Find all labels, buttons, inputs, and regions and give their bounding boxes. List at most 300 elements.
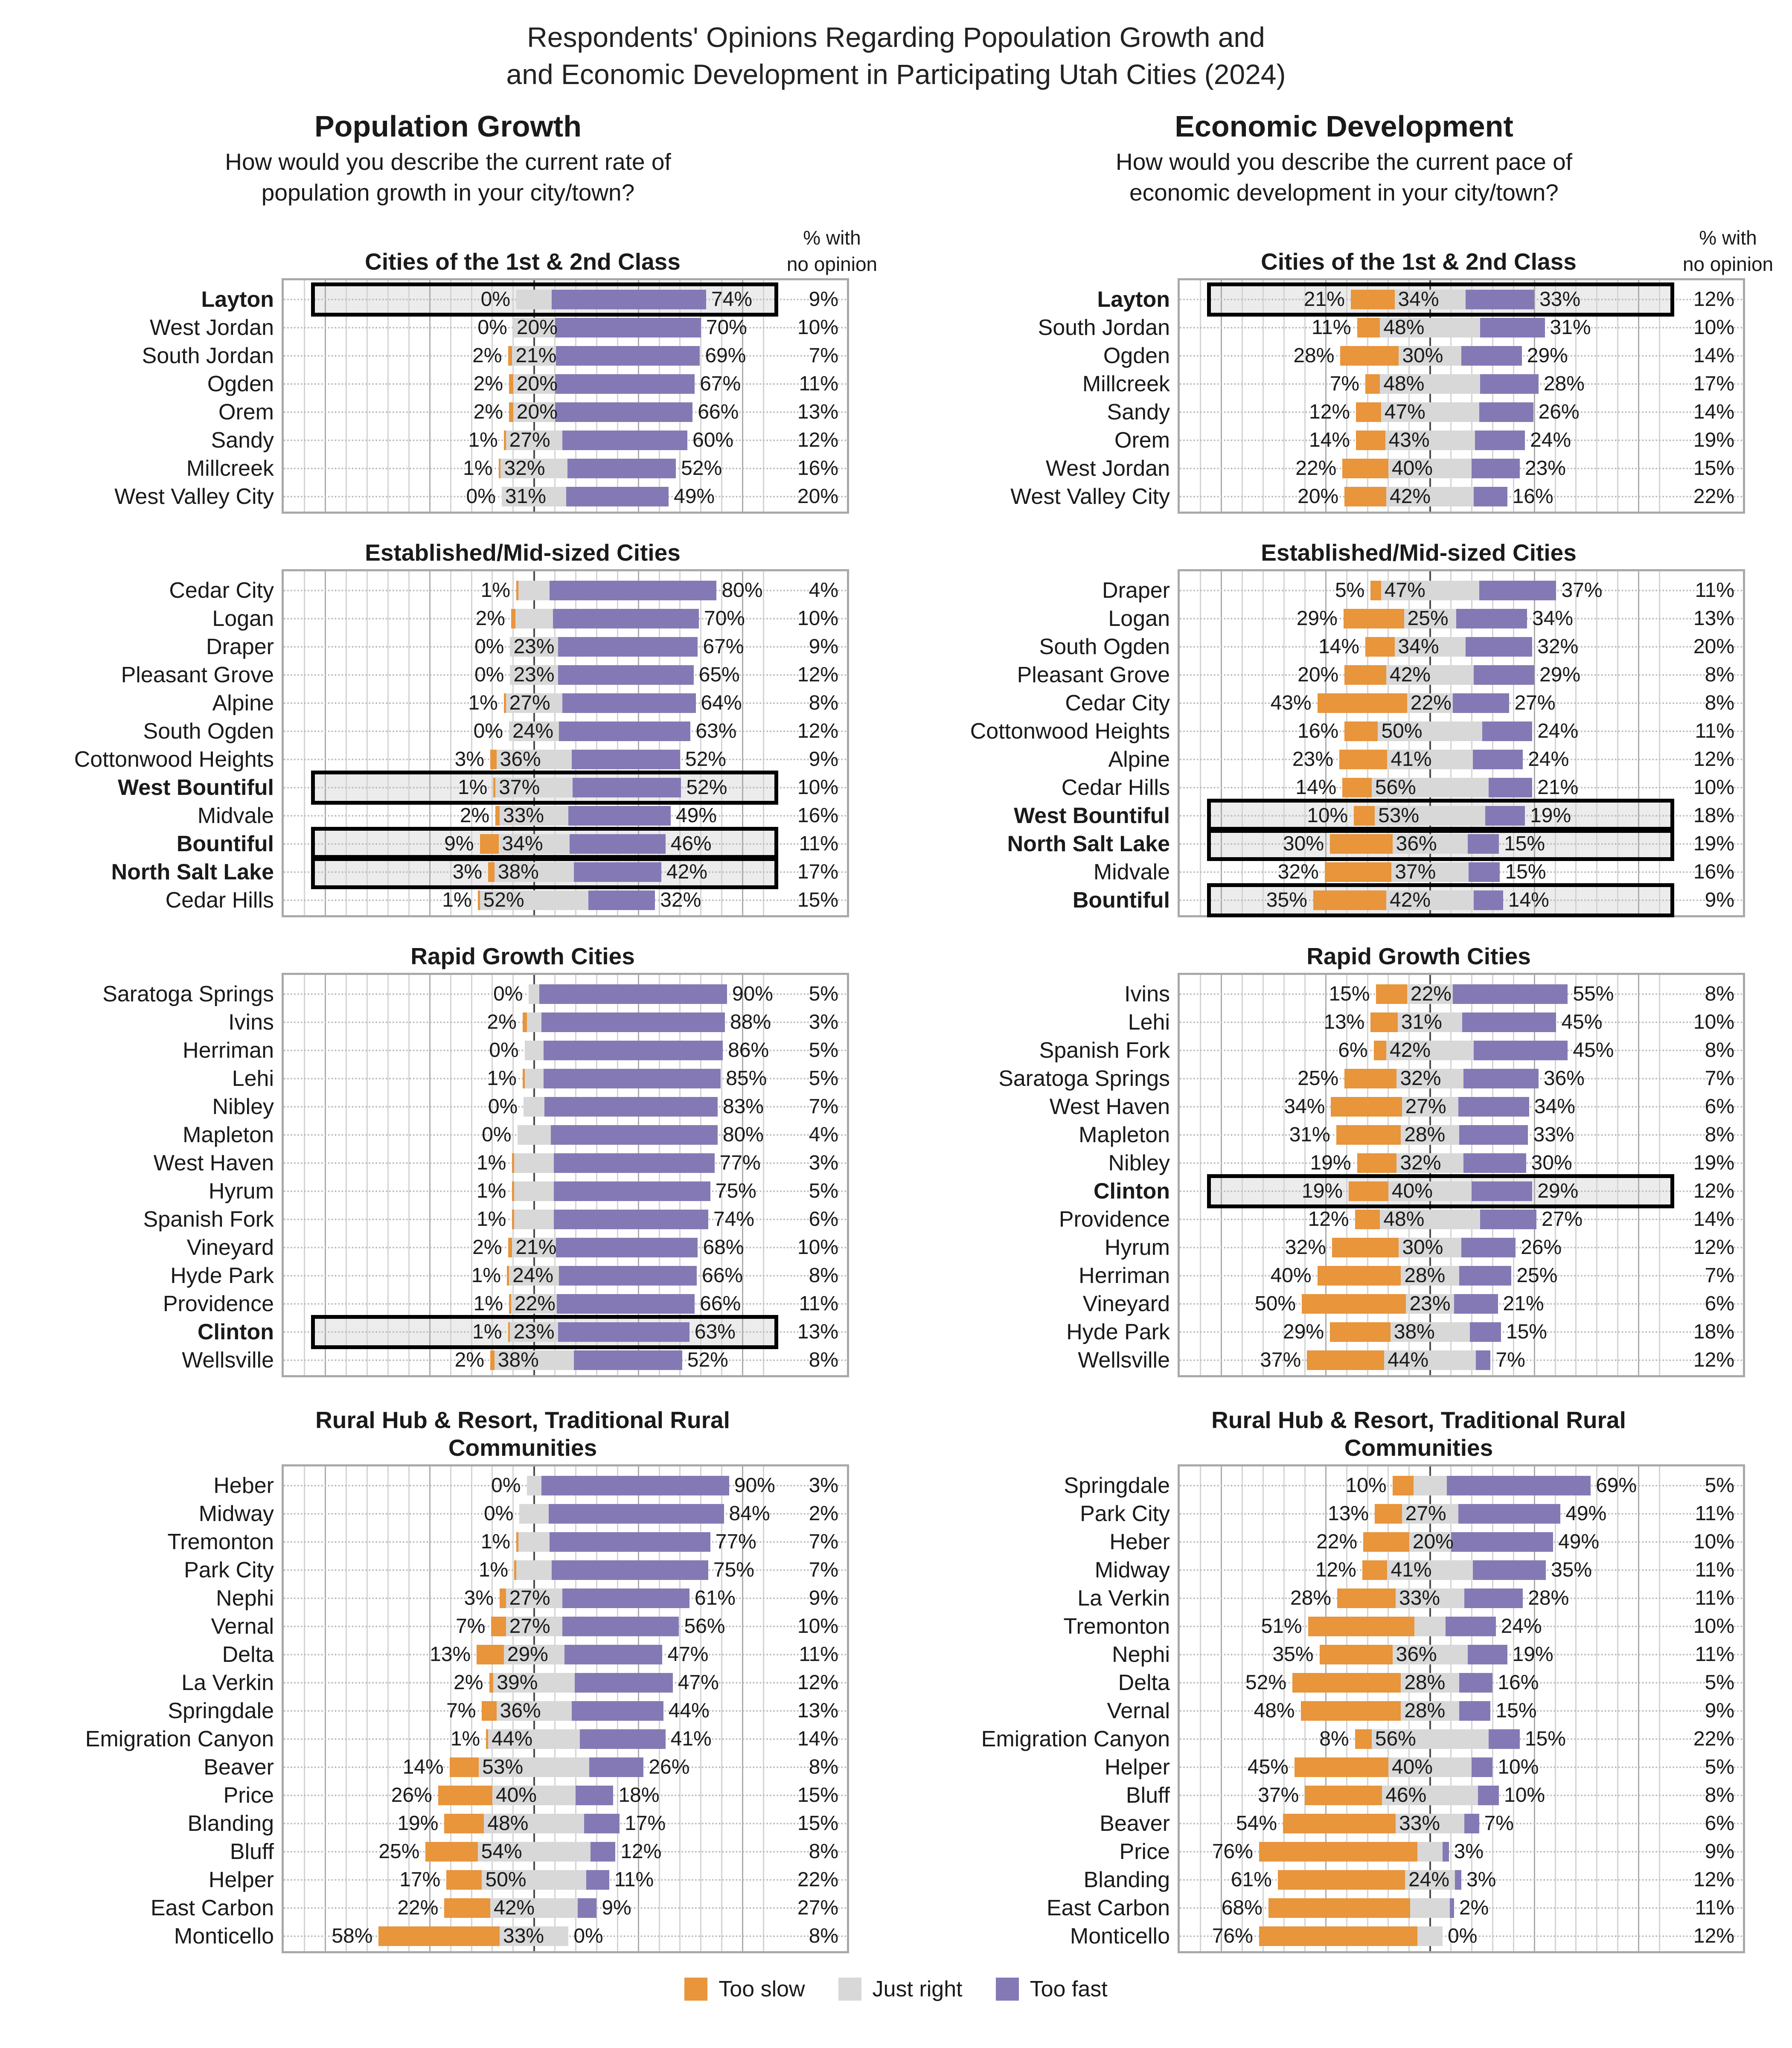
bar-too-fast [549,1504,724,1524]
city-label: Hyrum [1104,1235,1170,1260]
city-label: West Bountiful [1014,803,1170,829]
bar-too-fast [1459,1125,1528,1145]
column-right-title: Economic Development [1175,110,1513,143]
label-too-slow: 0% [488,1095,518,1118]
bar-too-fast [556,1238,698,1257]
city-label: South Ogden [143,719,274,744]
panel-group-title [282,943,764,970]
label-too-slow: 2% [472,1236,502,1259]
panel-group-title-line: Rapid Growth Cities [1306,943,1531,970]
bar-too-fast [1450,1898,1454,1918]
label-just-right: 31% [505,485,546,508]
column-left-panels [0,214,896,1953]
label-just-right: 21% [515,1236,557,1259]
label-just-right: 42% [1390,1039,1431,1062]
label-no-opinion: 10% [1693,1011,1734,1034]
label-no-opinion: 12% [1693,288,1734,311]
bar-too-slow [444,1898,490,1918]
label-too-slow: 20% [1297,663,1339,687]
city-label: West Jordan [1046,456,1170,481]
bar-too-fast [1464,1588,1523,1608]
label-just-right: 50% [1381,720,1423,743]
label-too-fast: 45% [1561,1011,1603,1034]
label-just-right: 44% [1388,1349,1429,1372]
label-too-slow: 9% [444,832,474,855]
panel-pop-1 [0,528,896,917]
bar-too-slow [1344,487,1386,506]
label-just-right: 22% [1410,692,1452,715]
label-too-fast: 32% [1537,635,1579,658]
no-opinion-header-line: % with [1699,227,1757,249]
label-too-fast: 77% [715,1530,756,1553]
bar-too-fast [1489,778,1533,797]
just-right-swatch-icon [838,1978,861,2001]
label-too-slow: 0% [466,485,496,508]
label-too-fast: 77% [719,1152,761,1175]
label-too-fast: 7% [1495,1349,1525,1372]
label-too-fast: 19% [1530,804,1571,827]
city-label: Lehi [232,1066,274,1091]
label-just-right: 33% [503,1925,544,1948]
label-too-slow: 2% [472,344,502,367]
city-label: Saratoga Springs [998,1066,1170,1091]
label-no-opinion: 8% [809,1264,838,1287]
bar-too-fast [553,609,699,628]
label-just-right: 41% [1391,748,1432,771]
city-label: Wellsville [182,1348,274,1373]
label-too-fast: 0% [573,1925,603,1948]
panel-group-title [1178,1406,1660,1462]
panel-econ-3 [896,1392,1792,1953]
label-just-right: 53% [1378,804,1420,827]
bar-too-fast [1468,1645,1507,1664]
bar-too-slow [508,1238,512,1257]
label-just-right: 27% [509,429,550,452]
label-no-opinion: 10% [797,1615,838,1638]
label-no-opinion: 11% [799,1292,838,1315]
label-too-slow: 14% [1295,776,1337,799]
label-too-slow: 7% [456,1615,486,1638]
panel-head [896,528,1792,569]
label-just-right: 40% [1391,457,1433,480]
bar-too-slow [1295,1757,1388,1777]
bar-too-slow [1374,1041,1386,1060]
label-too-slow: 0% [484,1502,514,1525]
label-just-right: 32% [504,457,545,480]
bar-too-fast [562,431,687,450]
gridline [1555,1466,1556,1951]
bar-just-right [518,581,550,600]
bar-too-fast [555,402,693,422]
label-too-fast: 68% [703,1236,744,1259]
label-too-fast: 36% [1543,1067,1585,1090]
label-no-opinion: 11% [1695,720,1734,743]
city-label: Beaver [204,1755,274,1780]
label-just-right: 53% [482,1756,524,1779]
city-label: Logan [1108,606,1170,631]
city-label: Delta [1118,1670,1170,1696]
panel-head [0,528,896,569]
label-just-right: 22% [514,1292,556,1315]
label-too-slow: 1% [472,1321,502,1344]
bar-too-fast [1476,1350,1490,1370]
bar-too-slow [1340,346,1399,366]
no-opinion-header-line: no opinion [786,253,878,276]
label-no-opinion: 12% [797,429,838,452]
label-too-slow: 1% [468,692,498,715]
city-label: Cottonwood Heights [970,719,1170,744]
bar-too-fast [1459,1673,1492,1693]
label-no-opinion: 12% [797,663,838,687]
label-too-slow: 1% [442,889,472,912]
label-too-slow: 1% [463,457,493,480]
panel-group-title-line: Rural Hub & Resort, Traditional Rural [315,1407,730,1434]
bar-just-right [514,1210,554,1229]
bar-too-fast [566,487,669,506]
city-label: Orem [218,400,274,425]
bar-too-fast [1474,487,1507,506]
city-label: Pleasant Grove [1017,663,1170,688]
label-too-fast: 23% [1524,457,1566,480]
bar-too-fast [1443,1842,1449,1862]
label-too-slow: 1% [480,579,511,602]
label-no-opinion: 11% [799,832,838,855]
label-just-right: 39% [497,1671,538,1694]
label-too-fast: 24% [1528,748,1569,771]
label-too-fast: 84% [729,1502,770,1525]
bar-too-fast [1453,984,1568,1004]
label-too-fast: 52% [681,457,722,480]
label-no-opinion: 9% [1705,1699,1734,1722]
city-label: Midway [198,1501,274,1527]
legend [0,1976,1792,2002]
bar-too-slow [1344,665,1386,685]
label-too-slow: 8% [1319,1728,1349,1751]
bar-too-fast [1479,581,1556,600]
city-label: Cedar Hills [165,888,274,913]
panel-body [896,278,1792,514]
bar-too-slow [490,750,497,769]
bar-too-fast [1469,862,1500,882]
label-no-opinion: 12% [1693,1868,1734,1891]
city-label: Alpine [1108,747,1170,772]
label-no-opinion: 5% [1705,1474,1734,1497]
label-too-slow: 43% [1270,692,1312,715]
bar-too-fast [1478,1786,1499,1805]
bar-too-fast [544,1041,723,1060]
label-no-opinion: 12% [797,1671,838,1694]
label-no-opinion: 13% [797,1699,838,1722]
label-just-right: 37% [1395,861,1436,884]
label-too-fast: 47% [678,1671,719,1694]
label-too-fast: 11% [614,1868,654,1891]
no-opinion-header [1647,224,1792,277]
bar-too-slow [1331,1097,1402,1117]
panel-body [0,973,896,1377]
bar-too-slow [1357,318,1380,337]
label-too-fast: 49% [674,485,715,508]
label-too-fast: 75% [713,1559,754,1582]
city-label: Ogden [1103,343,1170,369]
bar-just-right [524,1097,544,1117]
label-too-fast: 16% [1512,485,1553,508]
city-label: Helper [1104,1755,1170,1780]
city-label: Hyrum [208,1179,274,1204]
label-too-fast: 70% [706,316,747,339]
bar-too-fast [544,1097,718,1117]
label-just-right: 28% [1404,1123,1446,1146]
bar-too-slow [1325,862,1391,882]
label-no-opinion: 15% [797,1784,838,1807]
bar-too-fast [1461,346,1522,366]
bar-too-slow [1339,750,1387,769]
label-too-slow: 21% [1303,288,1345,311]
label-no-opinion: 14% [1693,401,1734,424]
city-label: Cedar City [169,578,274,603]
bar-too-fast [1480,374,1539,394]
label-too-slow: 50% [1254,1292,1296,1315]
label-no-opinion: 13% [797,401,838,424]
label-too-slow: 2% [475,607,505,630]
label-too-fast: 9% [602,1897,631,1920]
plot-area [282,973,849,1377]
label-too-slow: 5% [1335,579,1365,602]
label-too-slow: 1% [476,1208,506,1231]
bar-just-right [1417,1926,1443,1946]
bar-too-fast [554,1153,714,1173]
city-label: Vernal [1107,1699,1170,1724]
label-just-right: 22% [1410,983,1452,1006]
label-too-slow: 19% [397,1812,439,1835]
label-too-slow: 1% [473,1292,503,1315]
highlight-row-frame [311,1315,778,1349]
label-no-opinion: 10% [1693,1615,1734,1638]
city-label: North Salt Lake [1007,832,1170,857]
label-too-fast: 52% [685,748,726,771]
bar-too-slow [1268,1898,1410,1918]
label-too-slow: 1% [480,1530,511,1553]
main-title [0,0,1792,93]
city-label: Sandy [211,428,274,453]
label-just-right: 29% [507,1643,548,1666]
no-opinion-header-line: no opinion [1682,253,1774,276]
label-too-fast: 14% [1508,889,1549,912]
label-just-right: 24% [1408,1868,1450,1891]
bar-too-fast [1461,1238,1516,1257]
column-left-subtitle [0,147,896,211]
plot-area [282,1464,849,1953]
label-just-right: 23% [513,663,555,687]
label-too-fast: 52% [687,1349,728,1372]
panel-pop-0 [0,214,896,514]
label-too-fast: 10% [1498,1756,1539,1779]
label-no-opinion: 11% [799,372,838,396]
label-too-slow: 76% [1212,1925,1253,1948]
label-no-opinion: 16% [797,457,838,480]
bar-too-fast [555,318,701,337]
legend-item-too-slow [684,1976,805,2002]
label-no-opinion: 8% [809,1349,838,1372]
column-right [896,106,1792,1953]
bar-too-slow [1370,1012,1398,1032]
label-too-fast: 35% [1551,1559,1592,1582]
label-too-fast: 31% [1550,316,1591,339]
city-label: Lehi [1128,1010,1170,1035]
column-right-subtitle-line1: How would you describe the current pace of [1115,148,1573,175]
bar-too-fast [550,1532,710,1552]
city-label: Park City [184,1558,274,1583]
label-no-opinion: 20% [1693,635,1734,658]
label-too-fast: 18% [618,1784,660,1807]
label-just-right: 42% [1390,889,1431,912]
label-just-right: 23% [1409,1292,1451,1315]
bar-too-slow [482,1701,496,1721]
label-too-slow: 19% [1310,1152,1351,1175]
bar-too-fast [562,1617,679,1636]
label-just-right: 44% [492,1728,533,1751]
bar-too-fast [559,721,690,741]
label-no-opinion: 15% [1693,457,1734,480]
bar-too-fast [554,1181,710,1201]
label-no-opinion: 15% [797,889,838,912]
column-left-title: Population Growth [314,110,582,143]
bar-too-slow [1305,1786,1382,1805]
city-label: Springdale [1064,1473,1170,1498]
label-just-right: 31% [1401,1011,1442,1034]
city-label: Providence [163,1292,274,1317]
city-label: Price [1119,1839,1170,1865]
bar-too-slow [523,1012,527,1032]
label-too-fast: 34% [1532,607,1574,630]
label-too-fast: 12% [620,1840,662,1863]
bar-just-right [1417,1842,1443,1862]
label-too-slow: 1% [476,1152,506,1175]
label-just-right: 23% [513,635,555,658]
label-no-opinion: 14% [1693,344,1734,367]
label-too-slow: 54% [1236,1812,1277,1835]
label-too-slow: 0% [491,1474,521,1497]
bar-too-slow [1344,609,1404,628]
bar-too-slow [1278,1870,1405,1890]
city-label: Vernal [211,1614,274,1639]
label-too-fast: 24% [1501,1615,1542,1638]
label-too-fast: 26% [1521,1236,1562,1259]
label-no-opinion: 11% [1695,1559,1734,1582]
label-no-opinion: 17% [1693,372,1734,396]
city-label: Beaver [1100,1811,1170,1836]
label-too-slow: 0% [482,1123,512,1146]
label-too-slow: 76% [1212,1840,1253,1863]
city-label: Cottonwood Heights [74,747,274,772]
label-too-slow: 3% [464,1587,494,1610]
city-label: Draper [1102,578,1170,603]
label-too-fast: 17% [625,1812,666,1835]
label-too-fast: 32% [660,889,701,912]
label-too-fast: 63% [695,720,737,743]
city-label: Nephi [216,1586,274,1611]
label-too-fast: 63% [694,1321,736,1344]
label-no-opinion: 12% [1693,1180,1734,1203]
label-just-right: 56% [1375,776,1416,799]
city-label: West Valley City [1010,484,1170,509]
city-label: Monticello [174,1924,274,1949]
label-too-fast: 25% [1516,1264,1558,1287]
city-label: North Salt Lake [111,860,274,885]
label-too-fast: 15% [1495,1699,1537,1722]
panel-group-title-line: Communities [1344,1434,1493,1461]
bar-too-slow [1342,459,1388,478]
bar-too-fast [559,1266,697,1286]
label-too-slow: 26% [391,1784,432,1807]
city-label: West Haven [1049,1094,1170,1120]
label-just-right: 33% [503,804,544,827]
bar-too-fast [1473,1560,1546,1580]
bar-too-slow [444,1814,484,1833]
label-no-opinion: 6% [1705,1095,1734,1118]
bar-too-fast [567,459,676,478]
bar-just-right [514,1181,554,1201]
label-too-slow: 35% [1266,889,1307,912]
label-too-fast: 66% [700,1292,741,1315]
label-too-slow: 7% [1329,372,1360,396]
label-just-right: 48% [487,1812,529,1835]
city-label: Nephi [1112,1642,1170,1667]
label-no-opinion: 9% [809,1587,838,1610]
label-too-slow: 32% [1277,861,1319,884]
label-too-fast: 29% [1527,344,1568,367]
bar-too-fast [1453,693,1509,713]
bar-just-right [525,1069,544,1088]
label-too-slow: 35% [1272,1643,1314,1666]
bar-too-fast [572,1701,663,1721]
label-just-right: 42% [494,1897,535,1920]
label-too-slow: 0% [477,316,507,339]
label-too-fast: 30% [1531,1152,1572,1175]
bar-just-right [515,609,553,628]
label-too-slow: 0% [474,663,504,687]
label-too-fast: 19% [1512,1643,1553,1666]
label-just-right: 37% [499,776,540,799]
bar-too-fast [1479,402,1533,422]
bar-too-fast [551,1125,718,1145]
label-just-right: 34% [502,832,543,855]
label-too-slow: 1% [476,1180,506,1203]
city-label: Blanding [187,1811,274,1836]
city-label: Delta [222,1642,274,1667]
label-no-opinion: 13% [797,1321,838,1344]
bar-too-slow [1330,1322,1391,1342]
panel-head [896,1392,1792,1464]
label-too-slow: 48% [1254,1699,1295,1722]
label-too-fast: 15% [1524,1728,1566,1751]
bar-just-right [514,1153,554,1173]
label-no-opinion: 11% [1695,1643,1734,1666]
label-too-fast: 56% [684,1615,725,1638]
bar-too-fast [1482,721,1532,741]
city-label: Herriman [1079,1263,1170,1289]
label-too-slow: 1% [471,1264,501,1287]
bar-too-fast [562,1588,689,1608]
bar-just-right [519,1504,548,1524]
label-too-fast: 28% [1543,372,1585,396]
label-just-right: 30% [1402,344,1443,367]
label-no-opinion: 4% [809,579,838,602]
city-label: Heber [213,1473,274,1498]
bar-too-fast [555,374,695,394]
bar-just-right [518,1532,550,1552]
label-no-opinion: 8% [1705,1123,1734,1146]
label-no-opinion: 9% [1705,889,1734,912]
